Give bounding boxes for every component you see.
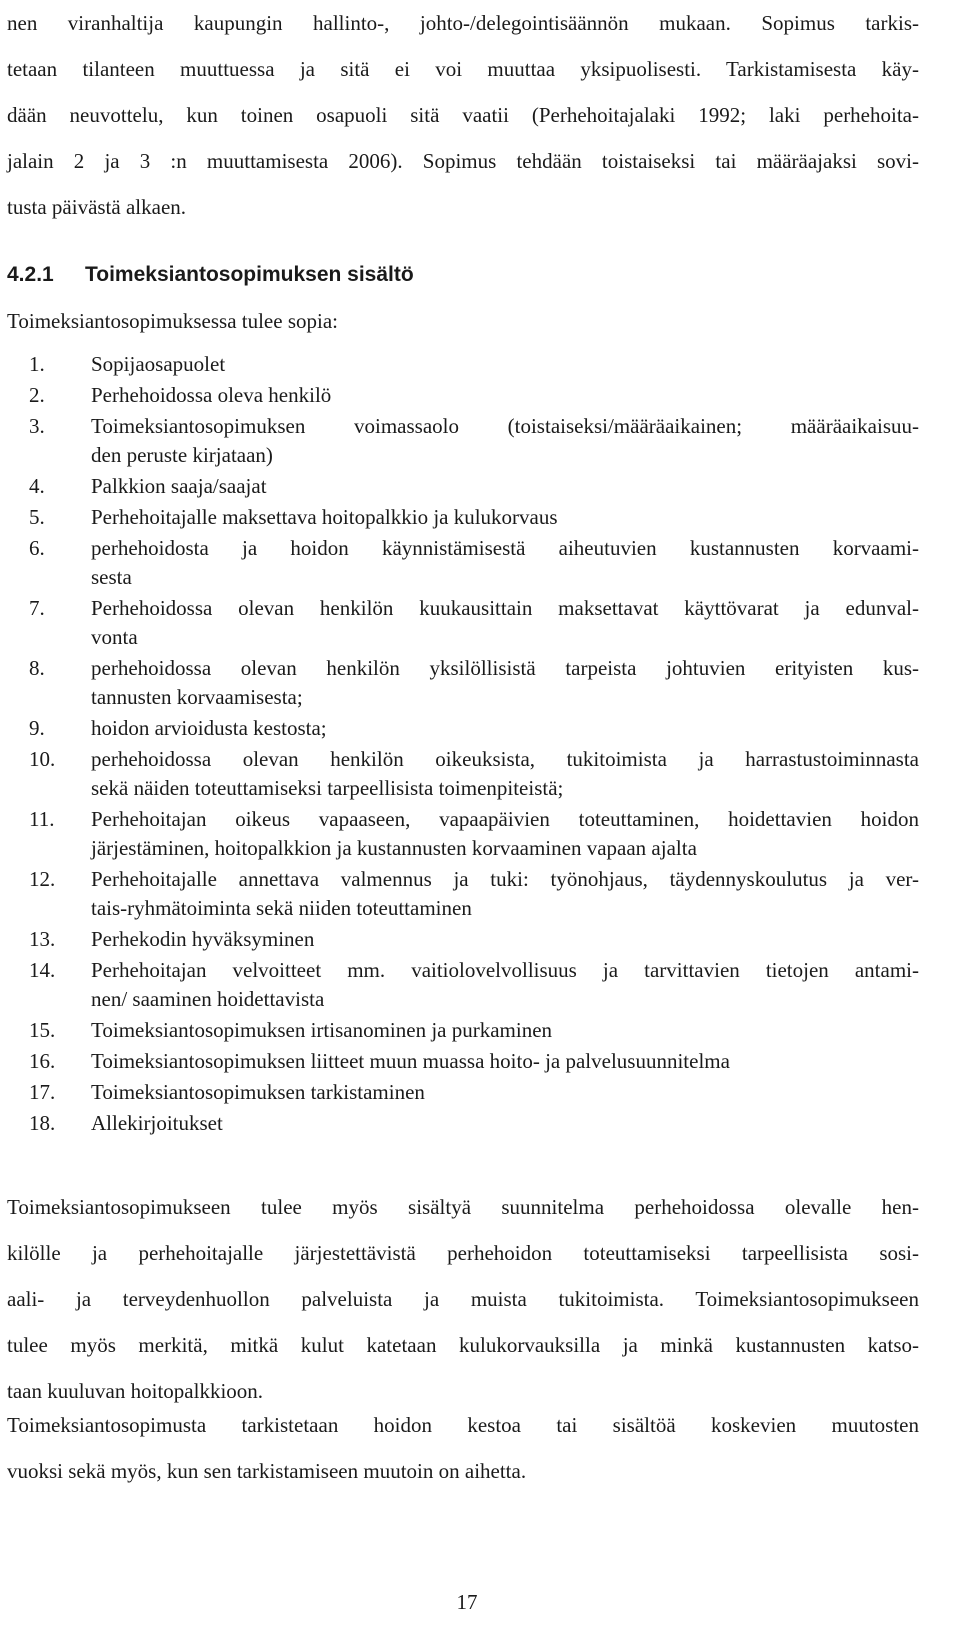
intro-line: tusta päivästä alkaen. — [7, 195, 187, 219]
list-item — [7, 1047, 919, 1076]
list-item-line: Sopijaosapuolet — [91, 352, 226, 376]
closing-paragraph-1 — [7, 1184, 919, 1414]
section-title: Toimeksiantosopimuksen sisältö — [85, 263, 414, 286]
list-item-number: 2. — [29, 383, 45, 407]
list-item-line: Toimeksiantosopimuksen tarkistaminen — [91, 1080, 425, 1104]
intro-line: jalain 2 ja 3 :n muuttamisesta 2006). Sopimus tehdään toistaiseksi tai määräajaksi sovi- — [7, 149, 919, 173]
list-item — [7, 714, 919, 743]
list-item-text — [91, 805, 919, 863]
list-item-line: Toimeksiantosopimuksen voimassaolo (toistaiseksi/määräaikainen; määräaikaisuu- — [91, 414, 919, 438]
list-item-line: perhehoidossa olevan henkilön yksilöllisistä tarpeista johtuvien erityisten kus- — [91, 656, 919, 680]
list-item-line: Perhehoitajalle maksettava hoitopalkkio ja kulukorvaus — [91, 505, 558, 529]
section-heading — [7, 263, 414, 287]
list-item-number: 10. — [29, 747, 56, 771]
list-item — [7, 1109, 919, 1138]
list-item-text — [91, 594, 919, 652]
list-item — [7, 956, 919, 1014]
list-item-text — [91, 865, 919, 923]
closing-line: tulee myös merkitä, mitkä kulut katetaan kulukorvauksilla ja minkä kustannusten katso- — [7, 1333, 919, 1357]
list-item-text — [91, 654, 919, 712]
list-item-line: tannusten korvaamisesta; — [91, 685, 303, 709]
list-item-number: 11. — [29, 807, 55, 831]
page-number: 17 — [456, 1590, 478, 1614]
list-item-number: 18. — [29, 1111, 56, 1135]
list-item — [7, 381, 919, 410]
list-item — [7, 350, 919, 379]
list-item-text — [91, 350, 919, 379]
closing-line: Toimeksiantosopimukseen tulee myös sisältyä suunnitelma perhehoidossa olevalle hen- — [7, 1195, 919, 1219]
list-item-number: 17. — [29, 1080, 56, 1104]
closing-line: vuoksi sekä myös, kun sen tarkistamiseen muutoin on aihetta. — [7, 1459, 527, 1483]
closing-paragraph-2 — [7, 1402, 919, 1494]
list-item-number: 6. — [29, 536, 45, 560]
closing-line: aali- ja terveydenhuollon palveluista ja muista tukitoimista. Toimeksiantosopimukseen — [7, 1287, 919, 1311]
list-item-text — [91, 381, 919, 410]
closing-line: Toimeksiantosopimusta tarkistetaan hoidon kestoa tai sisältöä koskevien muutosten — [7, 1413, 919, 1437]
intro-paragraph — [7, 0, 919, 230]
list-item-line: Perhehoitajan oikeus vapaaseen, vapaapäivien toteuttaminen, hoidettavien hoidon — [91, 807, 919, 831]
list-item-line: perhehoidossa olevan henkilön oikeuksista, tukitoimista ja harrastustoiminnasta — [91, 747, 919, 771]
list-item-line: Perhehoitajan velvoitteet mm. vaitiolovelvollisuus ja tarvittavien tietojen antami- — [91, 958, 919, 982]
list-item — [7, 1016, 919, 1045]
list-item-number: 3. — [29, 414, 45, 438]
list-item-line: vonta — [91, 625, 138, 649]
list-item — [7, 503, 919, 532]
list-item — [7, 534, 919, 592]
section-number: 4.2.1 — [7, 263, 54, 286]
list-item-line: Allekirjoitukset — [91, 1111, 223, 1135]
list-item-number: 5. — [29, 505, 45, 529]
list-item-line: Perhekodin hyväksyminen — [91, 927, 315, 951]
requirements-list — [7, 350, 919, 1140]
list-item-line: Perhehoidossa oleva henkilö — [91, 383, 332, 407]
list-item-text — [91, 714, 919, 743]
list-item-line: tais-ryhmätoiminta sekä niiden toteuttaminen — [91, 896, 472, 920]
list-item-line: Perhehoitajalle annettava valmennus ja tuki: työnohjaus, täydennyskoulutus ja ver- — [91, 867, 919, 891]
list-item-number: 15. — [29, 1018, 56, 1042]
list-item-number: 8. — [29, 656, 45, 680]
list-item — [7, 865, 919, 923]
list-item-line: järjestäminen, hoitopalkkion ja kustannusten korvaaminen vapaan ajalta — [91, 836, 697, 860]
list-item — [7, 1078, 919, 1107]
list-item-line: Toimeksiantosopimuksen liitteet muun muassa hoito- ja palvelusuunnitelma — [91, 1049, 730, 1073]
list-item-number: 1. — [29, 352, 45, 376]
list-item-line: Palkkion saaja/saajat — [91, 474, 267, 498]
list-item — [7, 654, 919, 712]
list-lead-text: Toimeksiantosopimuksessa tulee sopia: — [7, 309, 338, 333]
list-item — [7, 594, 919, 652]
intro-line: dään neuvottelu, kun toinen osapuoli sitä vaatii (Perhehoitajalaki 1992; laki perhehoita- — [7, 103, 919, 127]
list-item — [7, 412, 919, 470]
closing-line: taan kuuluvan hoitopalkkioon. — [7, 1379, 264, 1403]
list-item-line: sekä näiden toteuttamiseksi tarpeellisista toimenpiteistä; — [91, 776, 564, 800]
list-item-text — [91, 412, 919, 470]
list-item-number: 16. — [29, 1049, 56, 1073]
list-item-text — [91, 503, 919, 532]
list-item-text — [91, 1016, 919, 1045]
list-item — [7, 745, 919, 803]
list-item-text — [91, 534, 919, 592]
closing-line: kilölle ja perhehoitajalle järjestettävistä perhehoidon toteuttamiseksi tarpeellisista sosi- — [7, 1241, 919, 1265]
list-item-line: nen/ saaminen hoidettavista — [91, 987, 325, 1011]
list-item — [7, 472, 919, 501]
list-item-text — [91, 956, 919, 1014]
list-item-text — [91, 745, 919, 803]
list-item-line: hoidon arvioidusta kestosta; — [91, 716, 327, 740]
intro-line: tetaan tilanteen muuttuessa ja sitä ei voi muuttaa yksipuolisesti. Tarkistamisesta käy- — [7, 57, 919, 81]
list-item-text — [91, 925, 919, 954]
list-item-number: 4. — [29, 474, 45, 498]
list-item — [7, 805, 919, 863]
list-item-line: perhehoidosta ja hoidon käynnistämisestä aiheutuvien kustannusten korvaami- — [91, 536, 919, 560]
intro-line: nen viranhaltija kaupungin hallinto-, johto-/delegointisäännön mukaan. Sopimus tarkis- — [7, 11, 919, 35]
list-item-line: Toimeksiantosopimuksen irtisanominen ja purkaminen — [91, 1018, 553, 1042]
list-item-number: 14. — [29, 958, 56, 982]
list-item-line: Perhehoidossa olevan henkilön kuukausittain maksettavat käyttövarat ja edunval- — [91, 596, 919, 620]
list-item-number: 7. — [29, 596, 45, 620]
list-item-text — [91, 472, 919, 501]
list-item-text — [91, 1109, 919, 1138]
list-item-text — [91, 1078, 919, 1107]
list-item-line: den peruste kirjataan) — [91, 443, 273, 467]
list-item-line: sesta — [91, 565, 132, 589]
list-item — [7, 925, 919, 954]
list-item-number: 13. — [29, 927, 56, 951]
list-item-text — [91, 1047, 919, 1076]
list-item-number: 12. — [29, 867, 56, 891]
list-item-number: 9. — [29, 716, 45, 740]
